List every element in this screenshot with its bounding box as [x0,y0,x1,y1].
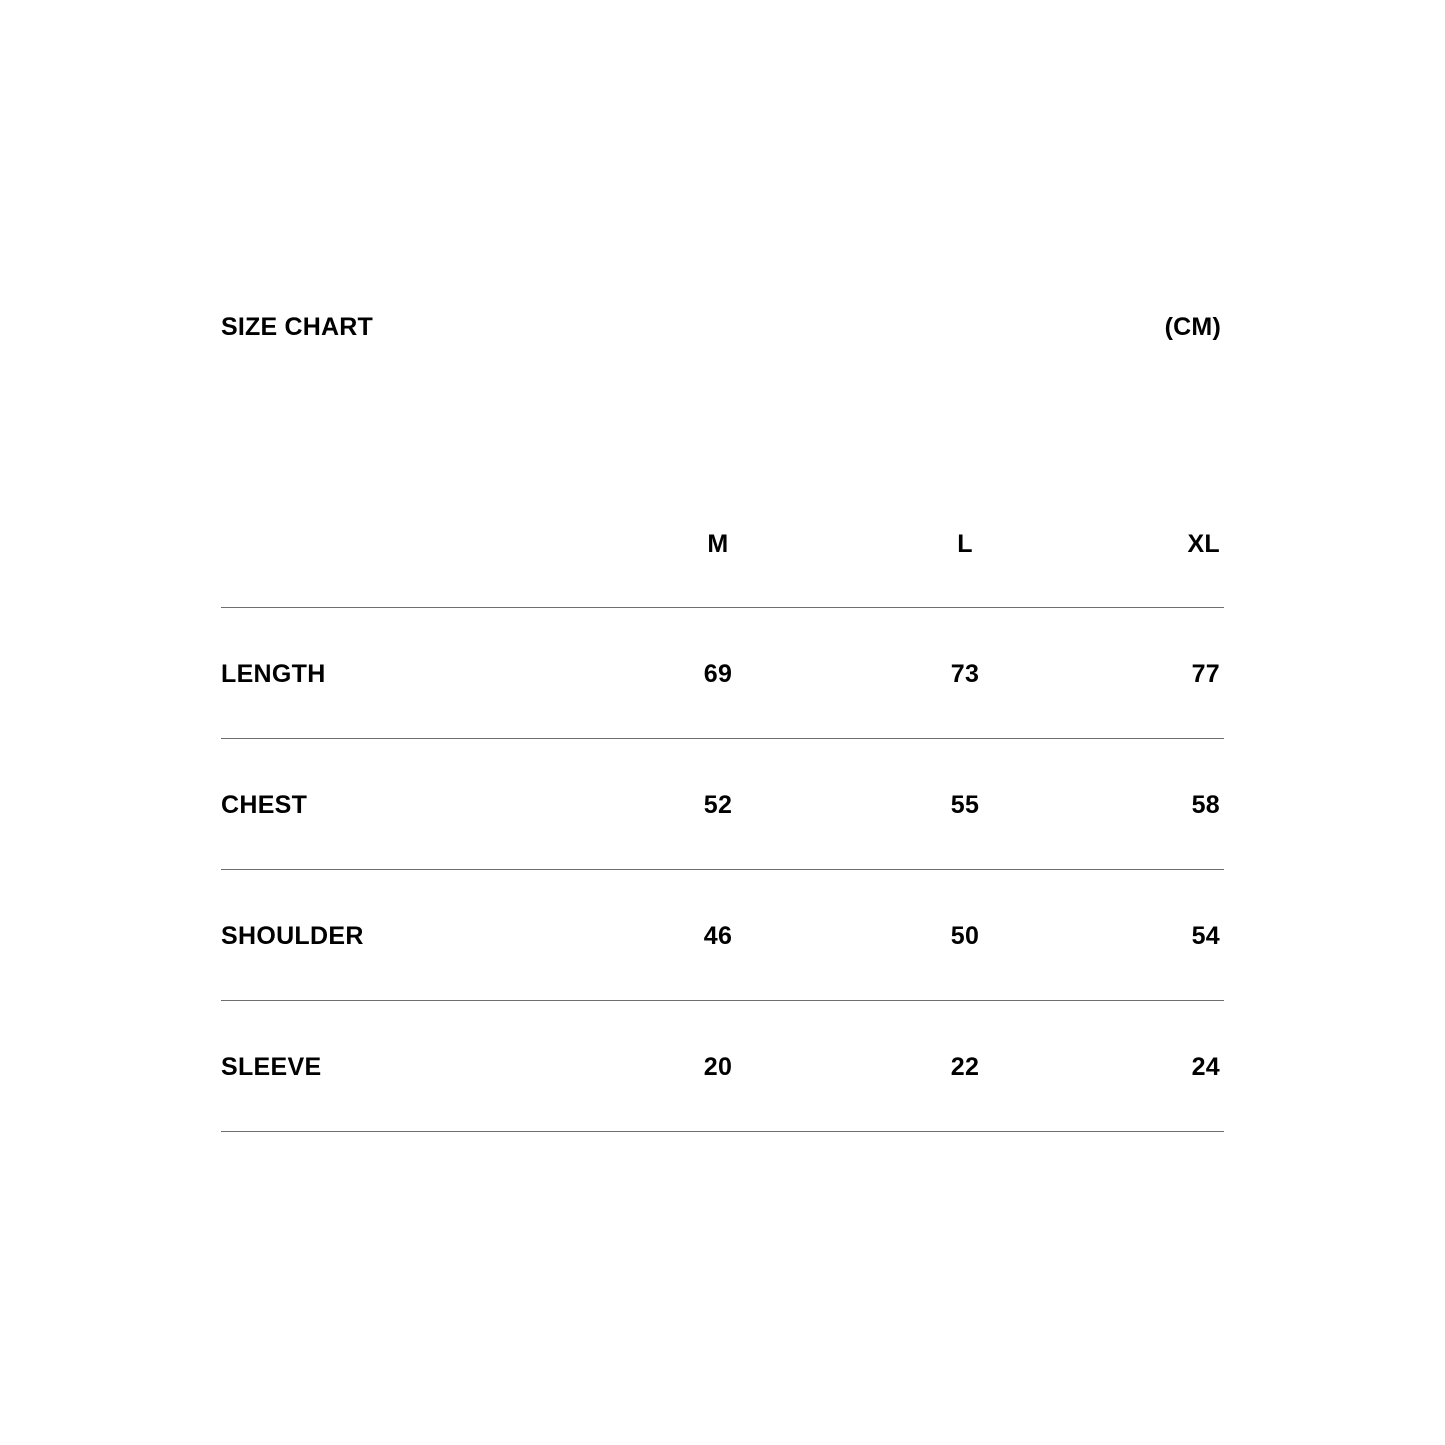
table-row [221,608,1224,739]
table-row [221,739,1224,870]
table-cell: 50 [950,922,980,950]
page-title: SIZE CHART [221,313,373,341]
column-header-xl: XL [1187,530,1220,558]
table-cell: 54 [1191,922,1220,950]
table-cell: 69 [703,660,733,688]
table-cell: 24 [1191,1053,1220,1081]
table-row [221,870,1224,1001]
table-cell: 52 [703,791,733,819]
table-cell: 73 [950,660,980,688]
row-label: SLEEVE [221,1053,322,1081]
table-cell: 77 [1191,660,1220,688]
column-header-m: M [707,530,729,558]
table-cell: 46 [703,922,733,950]
table-cell: 20 [703,1053,733,1081]
table-cell: 55 [950,791,980,819]
size-table [221,520,1224,1132]
row-label: CHEST [221,791,308,819]
table-row [221,1001,1224,1132]
row-label: SHOULDER [221,922,364,950]
table-cell: 58 [1191,791,1220,819]
unit-label: (CM) [1164,313,1221,341]
row-label: LENGTH [221,660,326,688]
column-header-l: L [957,530,973,558]
table-cell: 22 [950,1053,980,1081]
table-header-row [221,520,1224,608]
